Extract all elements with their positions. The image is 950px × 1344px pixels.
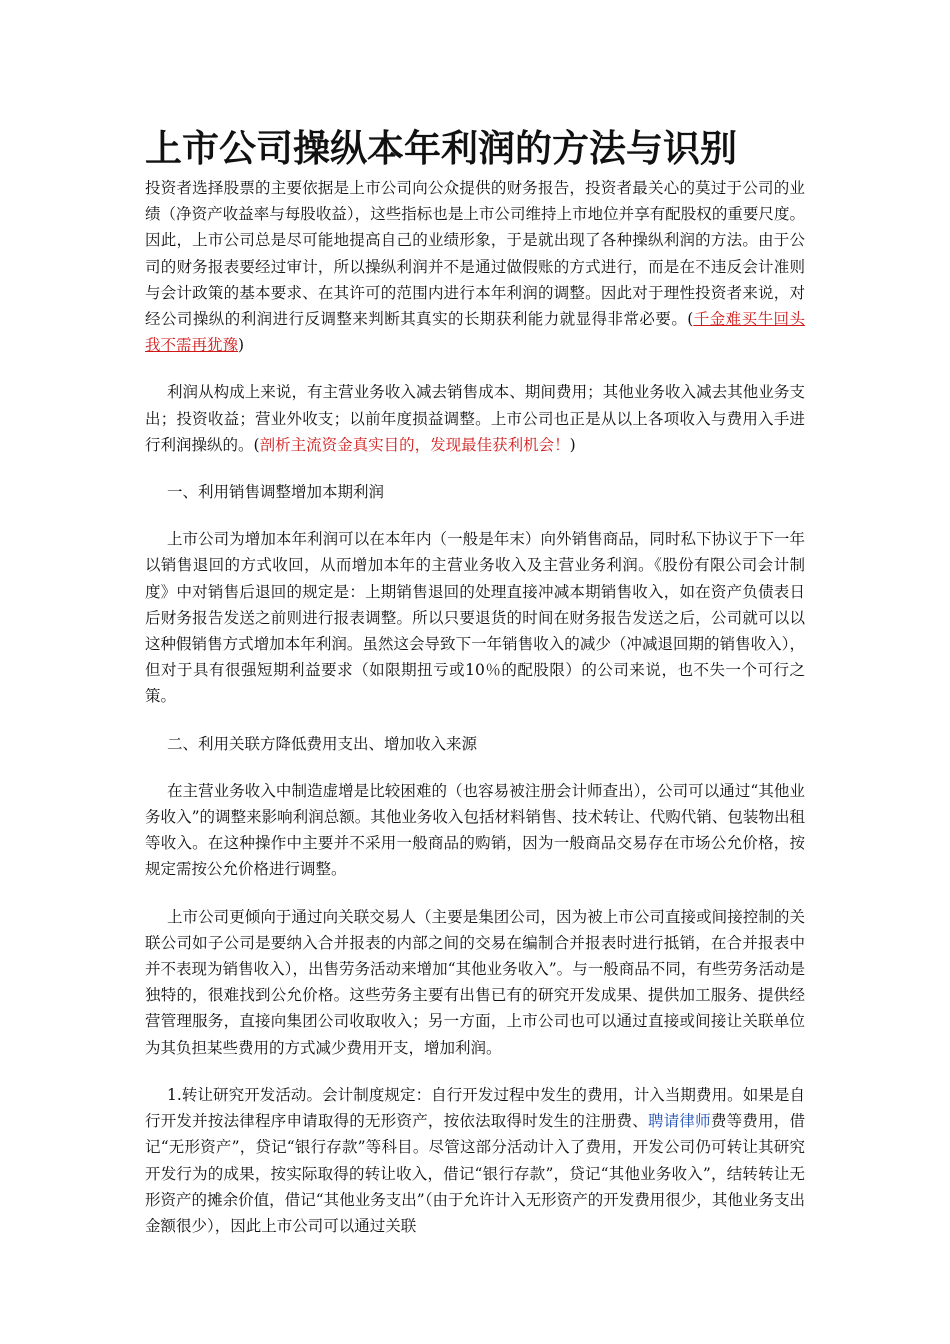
sales-adjustment-paragraph: 上市公司为增加本年利润可以在本年内（一般是年末）向外销售商品，同时私下协议于下一年以销售退回的方式收回，从而增加本年的主营业务收入及主营业务利润。《股份有限公司会计制度》中对销售后退回的规定是：上期销售退回的处理直接冲减本期销售收入，如在资产负债表日后财务报告发送之前则进行报表调整。所以只要退货的时间在财务报告发送之后，公司就可以以这种假销售方式增加本年利润。虽然这会导致下一年销售收入的减少（冲减退回期的销售收入），但对于具有很强短期利益要求（如限期扭亏或10％的配股限）的公司来说，也不失一个可行之策。: [145, 530, 805, 706]
document-page: [145, 123, 805, 1239]
para2-text: 利润从构成上来说，有主营业务收入减去销售成本、期间费用；其他业务收入减去其他业务支出；投资收益；营业外收支；以前年度损益调整。上市公司也正是从以上各项收入与费用入手进行利润操纵的。(: [145, 383, 805, 454]
related-party-paragraph: 上市公司更倾向于通过向关联交易人（主要是集团公司，因为被上市公司直接或间接控制的关联公司如子公司是要纳入合并报表的内部之间的交易在编制合并报表时进行抵销，在合并报表中并不表现为销售收入），出售劳务活动来增加“其他业务收入”。与一般商品不同，有些劳务活动是独特的，很难找到公允价格。这些劳务主要有出售已有的研究开发成果、提供加工服务、提供经营管理服务，直接向集团公司收取收入；另一方面，上市公司也可以通过直接或间接让关联单位为其负担某些费用的方式减少费用开支，增加利润。: [145, 907, 805, 1057]
para6-after: 费等费用，借记“无形资产”，贷记“银行存款”等科目。尽管这部分活动计入了费用，开发公司仍可转让其研究开发行为的成果，按实际取得的转让收入，借记“银行存款”，贷记“其他业务收入”，结转转让无形资产的摊余价值，借记“其他业务支出”（由于允许计入无形资产的开发费用很少，其他业务支出金额很少），因此上市公司可以通过关联: [145, 1112, 805, 1235]
para6-before: 1.转让研究开发活动。会计制度规定：自行开发过程中发生的费用，计入当期费用。如果是自行开发并按法律程序申请取得的无形资产，按依法取得时发生的注册费、: [145, 1085, 805, 1131]
para2-close: ): [569, 435, 576, 454]
intro-close: ): [238, 336, 245, 355]
intro-ad-link[interactable]: 千金难买牛回头 我不需再犹豫: [145, 310, 805, 355]
para2-highlight-link[interactable]: 剖析主流资金真实目的，发现最佳获利机会！: [259, 435, 570, 454]
lawyer-link[interactable]: 聘请律师: [648, 1112, 711, 1131]
other-income-paragraph: 在主营业务收入中制造虚增是比较困难的（也容易被注册会计师查出），公司可以通过“其他业务收入”的调整来影响利润总额。其他业务收入包括材料销售、技术转让、代购代销、包装物出租等收入。在这种操作中主要并不采用一般商品的购销，因为一般商品交易存在市场公允价格，按规定需按公允价格进行调整。: [145, 781, 805, 879]
document-title: 上市公司操纵本年利润的方法与识别: [145, 127, 737, 170]
intro-paragraph: [145, 175, 805, 358]
section-heading-1: 一、利用销售调整增加本期利润: [167, 483, 385, 502]
section-heading-2: 二、利用关联方降低费用支出、增加收入来源: [167, 734, 478, 753]
rnd-transfer-paragraph: [145, 1082, 805, 1239]
profit-composition-paragraph: [145, 379, 805, 458]
intro-text: 投资者选择股票的主要依据是上市公司向公众提供的财务报告，投资者最关心的莫过于公司的业绩（净资产收益率与每股收益），这些指标也是上市公司维持上市地位并享有配股权的重要尺度。因此，上市公司总是尽可能地提高自己的业绩形象，于是就出现了各种操纵利润的方法。由于公司的财务报表要经过审计，所以操纵利润并不是通过做假账的方式进行，而是在不违反会计准则与会计政策的基本要求、在其许可的范围内进行本年利润的调整。因此对于理性投资者来说，对经公司操纵的利润进行反调整来判断其真实的长期获利能力就显得非常必要。(: [145, 179, 805, 329]
